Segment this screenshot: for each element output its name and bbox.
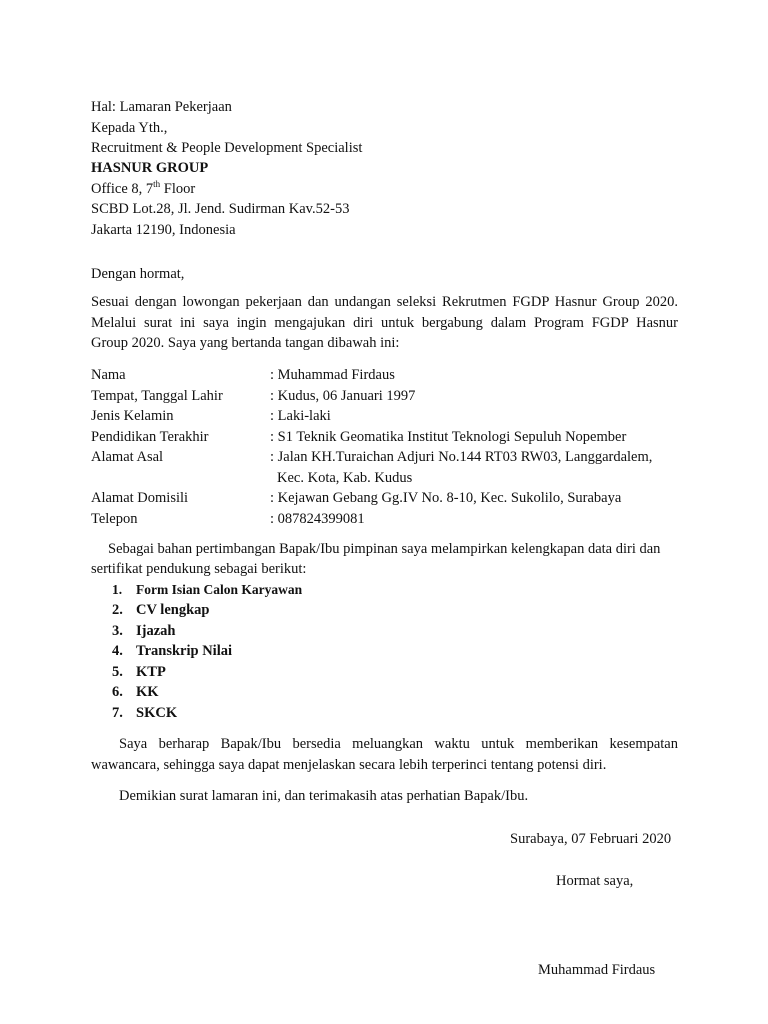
recipient-address-street: SCBD Lot.28, Jl. Jend. Sudirman Kav.52-53 <box>91 201 350 217</box>
subject-line: Hal: Lamaran Pekerjaan <box>91 99 232 115</box>
list-number: 7. <box>112 705 123 721</box>
list-item <box>112 641 232 661</box>
recipient-address-office <box>91 179 195 199</box>
list-label: Transkrip Nilai <box>136 643 233 659</box>
intro-line-3: Group 2020. Saya yang bertanda tangan dibawah ini: <box>91 335 400 351</box>
detail-value: : S1 Teknik Geomatika Institut Teknologi Sepuluh Nopember <box>270 429 627 445</box>
greeting: Dengan hormat, <box>91 266 185 282</box>
list-number: 2. <box>112 602 123 618</box>
office-prefix: Office 8, 7 <box>91 181 154 197</box>
list-label: Form Isian Calon Karyawan <box>136 582 303 597</box>
list-item <box>112 600 209 620</box>
detail-label: Tempat, Tanggal Lahir <box>91 388 223 404</box>
intro-line-2: Melalui surat ini saya ingin mengajukan diri untuk bergabung dalam Program FGDP Hasnur <box>91 314 678 331</box>
intro-line-1: Sesuai dengan lowongan pekerjaan dan undangan seleksi Rekrutmen FGDP Hasnur Group 2020. <box>91 294 678 310</box>
detail-label: Alamat Domisili <box>91 490 189 506</box>
list-item <box>112 621 175 641</box>
list-item <box>112 703 177 723</box>
detail-label: Alamat Asal <box>91 449 164 465</box>
detail-value: : Kejawan Gebang Gg.IV No. 8-10, Kec. Sukolilo, Surabaya <box>270 490 622 506</box>
list-number: 1. <box>112 582 123 597</box>
list-number: 4. <box>112 643 123 659</box>
recipient-salutation: Kepada Yth., <box>91 120 168 136</box>
closing-paragraph <box>91 734 678 775</box>
recipient-address-city: Jakarta 12190, Indonesia <box>91 222 236 238</box>
list-item <box>112 662 166 682</box>
detail-value: : 087824399081 <box>270 511 365 527</box>
signature-name: Muhammad Firdaus <box>538 962 656 978</box>
list-item <box>112 580 302 600</box>
office-suffix: Floor <box>160 181 196 197</box>
place-date: Surabaya, 07 Februari 2020 <box>510 831 672 847</box>
list-label: Ijazah <box>136 623 176 639</box>
attachments-intro-line-1: Sebagai bahan pertimbangan Bapak/Ibu pimpinan saya melampirkan kelengkapan data diri dan <box>108 541 661 557</box>
detail-label: Pendidikan Terakhir <box>91 429 209 445</box>
attachments-intro-line-2: sertifikat pendukung sebagai berikut: <box>91 561 307 577</box>
detail-value-continued: Kec. Kota, Kab. Kudus <box>277 470 413 486</box>
detail-value: : Muhammad Firdaus <box>270 367 395 383</box>
detail-label: Jenis Kelamin <box>91 408 174 424</box>
detail-value: : Kudus, 06 Januari 1997 <box>270 388 416 404</box>
closing-line-1: Saya berharap Bapak/Ibu bersedia meluangkan waktu untuk memberikan kesempatan <box>119 736 678 752</box>
detail-value: : Laki-laki <box>270 408 331 424</box>
list-label: KK <box>136 684 159 700</box>
recipient-company: HASNUR GROUP <box>91 160 209 176</box>
office-floor-suffix: th <box>153 179 161 190</box>
list-label: CV lengkap <box>136 602 210 618</box>
closing-line-2: wawancara, sehingga saya dapat menjelaskan secara lebih terperinci tentang potensi diri. <box>91 756 607 773</box>
list-number: 5. <box>112 664 123 680</box>
list-number: 3. <box>112 623 123 639</box>
thanks-line: Demikian surat lamaran ini, dan terimakasih atas perhatian Bapak/Ibu. <box>119 788 529 804</box>
list-number: 6. <box>112 684 123 700</box>
recipient-position: Recruitment & People Development Specialist <box>91 140 363 156</box>
detail-value: : Jalan KH.Turaichan Adjuri No.144 RT03 RW03, Langgardalem, <box>270 449 653 465</box>
detail-label: Nama <box>91 367 126 383</box>
regards: Hormat saya, <box>556 873 634 889</box>
detail-label: Telepon <box>91 511 138 527</box>
list-label: SKCK <box>136 705 178 721</box>
list-label: KTP <box>136 664 166 680</box>
intro-paragraph <box>91 292 678 354</box>
list-item <box>112 682 159 702</box>
